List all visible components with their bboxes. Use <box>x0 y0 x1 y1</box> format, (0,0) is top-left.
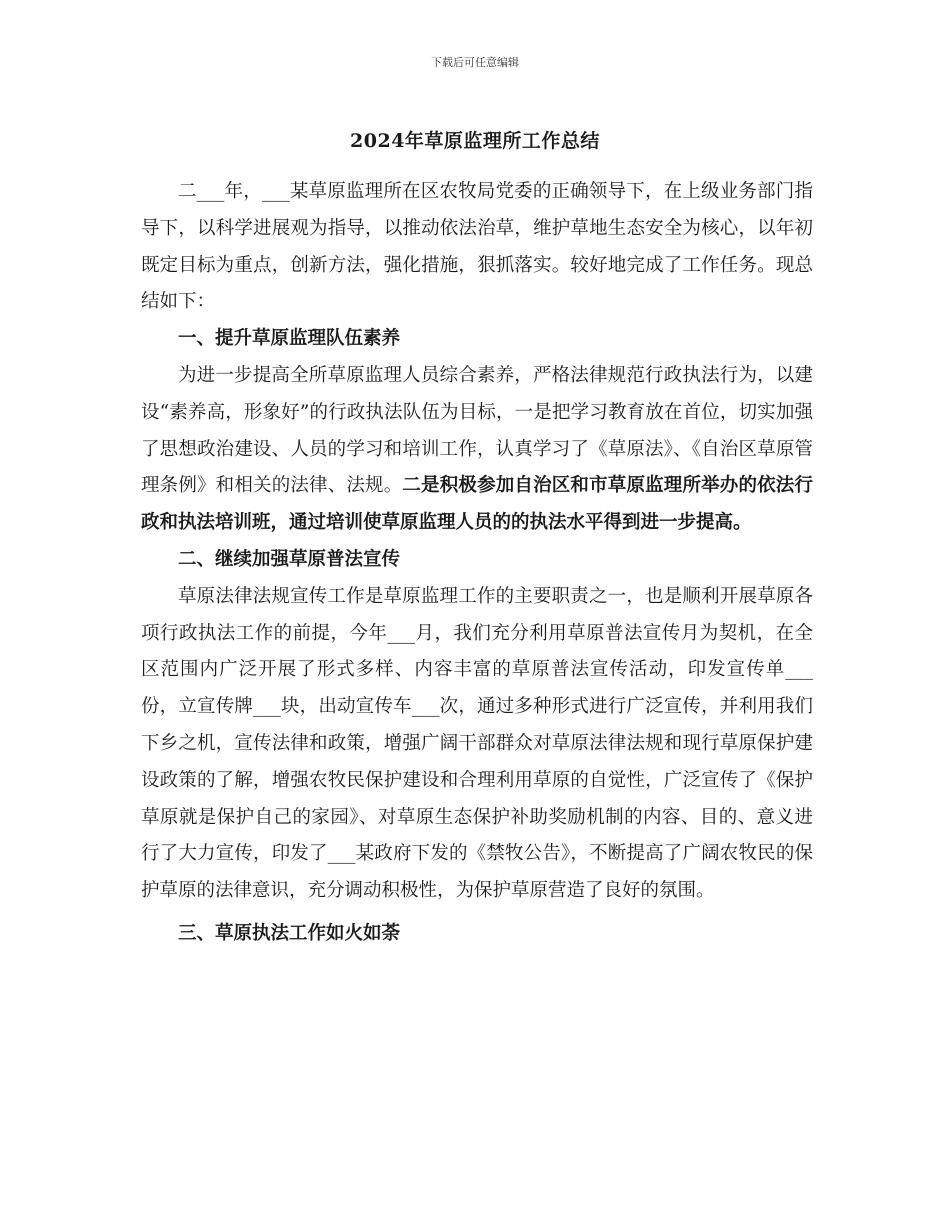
section-heading-3: 三、草原执法工作如火如荼 <box>178 922 401 944</box>
section-heading-2: 二、继续加强草原普法宣传 <box>178 548 401 570</box>
document-title: 2024年草原监理所工作总结 <box>350 130 600 152</box>
section-2-paragraph: 草原法律法规宣传工作是草原监理工作的主要职责之一，也是顺利开展草原各项行政执法工作的前提，今年___月，我们充分利用草原普法宣传月为契机，在全区范围内广泛开展了形式多样、内容丰富的草原普法宣传活动，印发宣传单___份，立宣传牌___块，出动宣传车___次，通过多种形式进行广泛宣传，并利用我们下乡之机，宣传法律和政策，增强广阔干部群众对草原法律法规和现行草原保护建设政策的了解，增强农牧民保护建设和合理利用草原的自觉性，广泛宣传了《保护草原就是保护自己的家园》、对草原生态保护补助奖励机制的内容、目的、意义进行了大力宣传，印发了___某政府下发的《禁牧公告》，不断提高了广阔农牧民的保护草原的法律意识，充分调动积极性，为保护草原营造了良好的氛围。 <box>141 585 813 902</box>
intro-paragraph: 二___年，___某草原监理所在区农牧局党委的正确领导下，在上级业务部门指导下，以科学进展观为指导，以推动依法治草，维护草地生态安全为核心，以年初既定目标为重点，创新方法，强化措施，狠抓落实。较好地完成了工作任务。现总结如下： <box>141 181 813 313</box>
section-1-bold-text: 二是积极参加自治区和市草原监理所举办的依法行政和执法培训班，通过培训使草原监理人员的的执法水平得到进一步提高。 <box>141 475 813 534</box>
section-heading-1: 一、提升草原监理队伍素养 <box>178 328 401 350</box>
section-1-regular-text: 为进一步提高全所草原监理人员综合素养，严格法律规范行政执法行为，以建设“素养高，形象好”的行政执法队伍为目标，一是把学习教育放在首位，切实加强了思想政治建设、人员的学习和培训工作，认真学习了《草原法》、《自治区草原管理条例》和相关的法律、法规。 <box>141 364 813 497</box>
document-body <box>141 174 813 953</box>
section-1-paragraph <box>141 358 813 542</box>
header-note: 下载后可任意编辑 <box>431 56 519 69</box>
